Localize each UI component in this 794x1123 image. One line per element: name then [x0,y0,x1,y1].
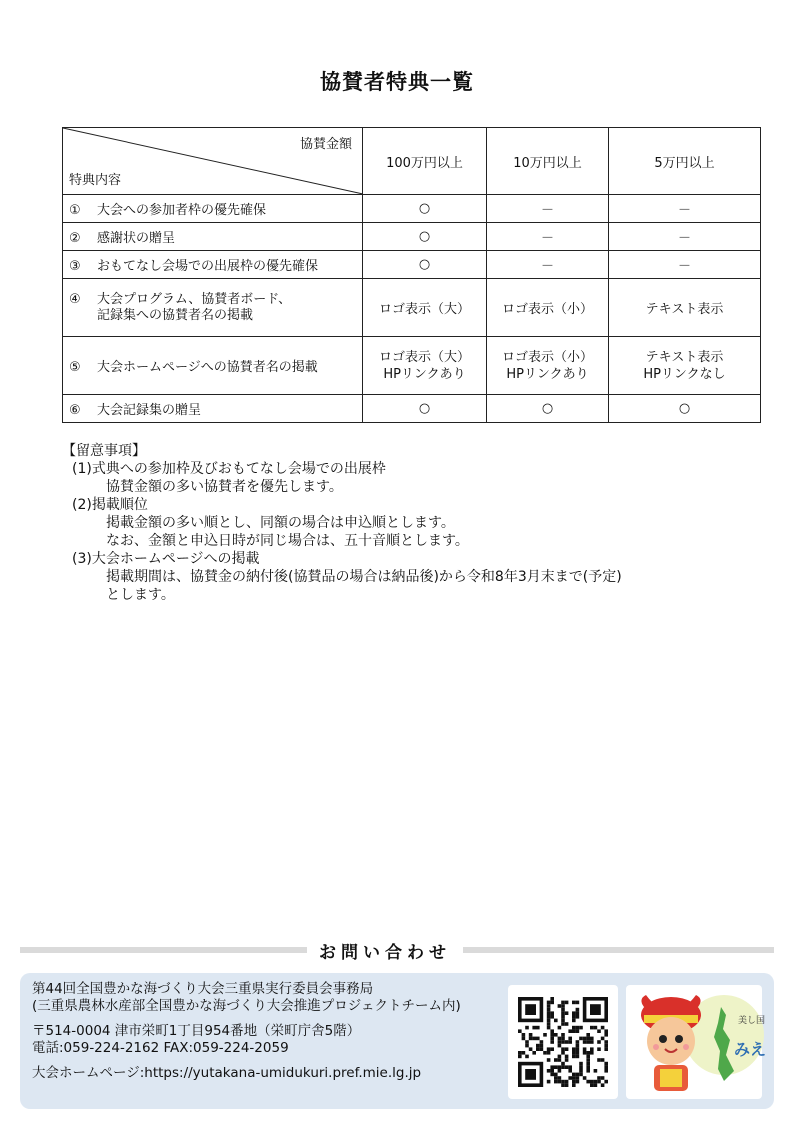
row-label-line1: 大会プログラム、協賛者ボード、 [97,291,292,307]
corner-label-amount: 協賛金額 [299,137,352,152]
note-3-body: とします。 [106,587,175,603]
tier-cell-line2: HPリンクなし [643,366,726,382]
circle-mark: ○ [418,257,431,272]
row-number: ② [69,231,81,246]
tier-cell-line1: ロゴ表示（大） [378,349,470,365]
table-row [63,395,761,423]
table-row [63,251,761,279]
row-label: 感謝状の贈呈 [97,231,176,246]
tier-cell: ロゴ表示（大） [363,279,487,337]
benefits-table [62,127,761,423]
row-number: ⑤ [69,360,81,375]
row-label: 大会ホームページへの協賛者名の掲載 [97,360,318,375]
contact-org: 第44回全国豊かな海づくり大会三重県実行委員会事務局 [32,981,374,997]
tier-header: 5万円以上 [609,128,761,195]
tier-cell: テキスト表示 [609,279,761,337]
note-1-body: 協賛金額の多い協賛者を優先します。 [106,479,343,495]
corner-label-benefits: 特典内容 [69,173,122,188]
mascot-logo [626,985,767,1099]
circle-mark: ○ [678,401,691,416]
row-number: ④ [69,291,81,307]
table-row [63,279,761,337]
note-2-title: (2)掲載順位 [72,497,148,513]
circle-mark: ○ [418,229,431,244]
note-3-title: (3)大会ホームページへの掲載 [72,551,260,567]
tier-header: 10万円以上 [487,128,609,195]
row-number: ③ [69,259,81,274]
row-label: 大会記録集の贈呈 [97,403,202,418]
contact-phone: 電話:059-224-2162 FAX:059-224-2059 [32,1040,289,1056]
tier-header: 100万円以上 [363,128,487,195]
page-title: 協賛者特典一覧 [320,70,474,94]
notes-section [62,442,762,604]
dash-mark: － [677,231,691,246]
dash-mark: － [677,203,691,218]
table-header-row [63,128,761,195]
dash-mark: － [540,203,554,218]
qr-code[interactable] [508,985,618,1099]
note-2-body: 掲載金額の多い順とし、同額の場合は申込順とします。 [106,515,455,531]
tier-cell-line2: HPリンクあり [506,366,589,382]
mascot-icon [626,985,767,1099]
dash-mark: － [540,259,554,274]
dash-mark: － [677,259,691,274]
qr-code-icon [508,985,618,1099]
note-3-body: 掲載期間は、協賛金の納付後(協賛品の場合は納品後)から令和8年3月末まで(予定) [106,569,622,585]
row-label-line2: 記録集への協賛者名の掲載 [97,307,254,323]
contact-box [20,973,774,1109]
tier-cell-line1: テキスト表示 [645,349,724,365]
table-row [63,223,761,251]
table-corner-cell [63,128,363,195]
contact-org-sub: (三重県農林水産部全国豊かな海づくり大会推進プロジェクトチーム内) [32,998,461,1014]
row-label: 大会への参加者枠の優先確保 [97,203,267,218]
note-1-title: (1)式典への参加枠及びおもてなし会場での出展枠 [72,461,386,477]
table-row [63,195,761,223]
row-number: ① [69,203,81,218]
tier-cell: ロゴ表示（小） [487,279,609,337]
circle-mark: ○ [541,401,554,416]
note-2-body: なお、金額と申込日時が同じ場合は、五十音順とします。 [106,533,469,549]
contact-website[interactable]: 大会ホームページ:https://yutakana-umidukuri.pref.mie.lg.jp [32,1065,422,1081]
circle-mark: ○ [418,201,431,216]
table-row [63,337,761,395]
dash-mark: － [540,231,554,246]
notes-heading: 【留意事項】 [62,443,146,459]
tier-cell-line1: ロゴ表示（小） [501,349,593,365]
row-label: おもてなし会場での出展枠の優先確保 [97,259,319,274]
mascot-caption: みえ [734,1042,767,1059]
row-number: ⑥ [69,403,81,418]
tier-cell-line2: HPリンクあり [383,366,466,382]
contact-heading: お問い合わせ [307,938,463,963]
mascot-caption-small: 美し国 [738,1015,766,1025]
contact-address: 〒514-0004 津市栄町1丁目954番地（栄町庁舎5階） [32,1023,361,1039]
circle-mark: ○ [418,401,431,416]
